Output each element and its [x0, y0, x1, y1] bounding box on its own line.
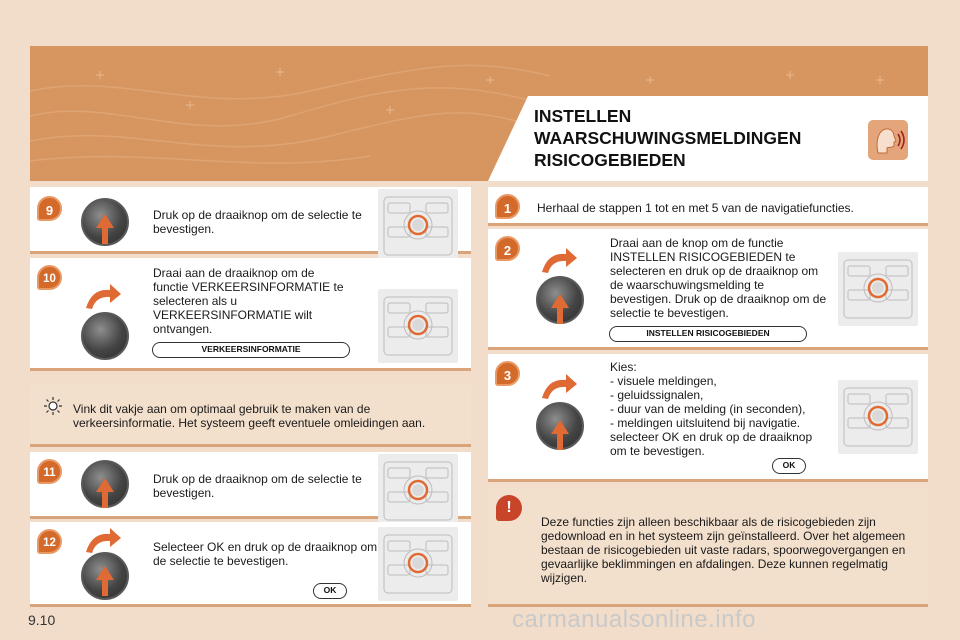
step-3-line: selecteer OK en druk op de draaiknop	[610, 430, 813, 444]
speaking-head-icon	[868, 120, 908, 160]
step-11-badge: 11	[37, 459, 62, 484]
radio-unit-image	[378, 189, 458, 263]
step-9-badge: 9	[37, 196, 62, 221]
step-3-line: - geluidssignalen,	[610, 388, 704, 402]
step-2-text: Draai aan de knop om de functie INSTELLEN RISICOGEBIEDEN te selecteren en druk op de draaiknop om de waarschuwingsmelding te bevestigen. Druk op de draaiknop om de selectie te bevestigen.	[610, 236, 827, 320]
push-arrow-icon	[96, 566, 114, 596]
step-10-badge: 10	[37, 265, 62, 290]
title-line-1: INSTELLEN	[534, 106, 632, 126]
page-title	[534, 105, 854, 171]
title-line-3: RISICOGEBIEDEN	[534, 150, 686, 170]
push-arrow-icon	[96, 478, 114, 508]
rotate-arrow-icon	[84, 526, 122, 554]
rotate-arrow-icon	[84, 282, 122, 310]
step-1-badge: 1	[495, 194, 520, 219]
step-3-line: - duur van de melding (in seconden),	[610, 402, 806, 416]
step-3-line: Kies:	[610, 360, 637, 374]
push-arrow-icon	[551, 294, 569, 324]
step-12-text: Selecteer OK en druk op de draaiknop om de selectie te bevestigen.	[153, 540, 378, 568]
step-3-line: - meldingen uitsluitend bij navigatie.	[610, 416, 801, 430]
push-arrow-icon	[551, 420, 569, 450]
panel-stripe	[30, 604, 471, 607]
panel-stripe	[488, 347, 928, 350]
ok-pill: OK	[313, 583, 347, 599]
radio-unit-image	[378, 454, 458, 528]
watermark: carmanualsonline.info	[512, 606, 756, 633]
step-12-badge: 12	[37, 529, 62, 554]
step-3-text	[610, 360, 835, 458]
radio-unit-image	[378, 527, 458, 601]
push-arrow-icon	[96, 214, 114, 244]
radio-unit-image	[378, 289, 458, 363]
panel-stripe	[488, 223, 928, 226]
step-3-line: - visuele meldingen,	[610, 374, 717, 388]
radio-unit-image	[838, 380, 918, 454]
step-10-text: Draai aan de draaiknop om de functie VERKEERSINFORMATIE te selecteren als u VERKEERSINFORMATIE wilt ontvangen.	[153, 266, 344, 336]
page-number: 9.10	[28, 612, 56, 628]
step-11-text: Druk op de draaiknop om de selectie te bevestigen.	[153, 472, 362, 500]
instellen-risicogebieden-pill: INSTELLEN RISICOGEBIEDEN	[609, 326, 807, 342]
tip-text: Vink dit vakje aan om optimaal gebruik te maken van de verkeersinformatie. Het systeem geeft eventuele omleidingen aan.	[73, 402, 426, 430]
warning-text: Deze functies zijn alleen beschikbaar als de risicogebieden zijn gedownload en in het systeem zijn geïnstalleerd. Over het algemeen bestaan de risicogebieden uit vaste radars, spoorwegovergangen en gevaarlijke beklimmingen en afdalingen. Deze kunnen regelmatig wijzigen.	[541, 515, 906, 585]
step-1-text: Herhaal de stappen 1 tot en met 5 van de navigatiefuncties.	[537, 201, 854, 215]
rotary-knob-icon	[81, 312, 129, 360]
rotate-arrow-icon	[540, 246, 578, 274]
panel-stripe	[30, 368, 471, 371]
step-9-text: Druk op de draaiknop om de selectie te bevestigen.	[153, 208, 362, 236]
step-3-line: om te bevestigen.	[610, 444, 705, 458]
step-3-badge: 3	[495, 361, 520, 386]
step-2-badge: 2	[495, 236, 520, 261]
sun-tip-icon	[44, 397, 62, 415]
ok-pill: OK	[772, 458, 806, 474]
panel-stripe	[488, 479, 928, 482]
panel-stripe	[30, 444, 471, 447]
radio-unit-image	[838, 252, 918, 326]
title-line-2: WAARSCHUWINGSMELDINGEN	[534, 128, 802, 148]
exclamation-icon: !	[496, 495, 522, 521]
rotate-arrow-icon	[540, 372, 578, 400]
verkeersinformatie-pill: VERKEERSINFORMATIE	[152, 342, 350, 358]
